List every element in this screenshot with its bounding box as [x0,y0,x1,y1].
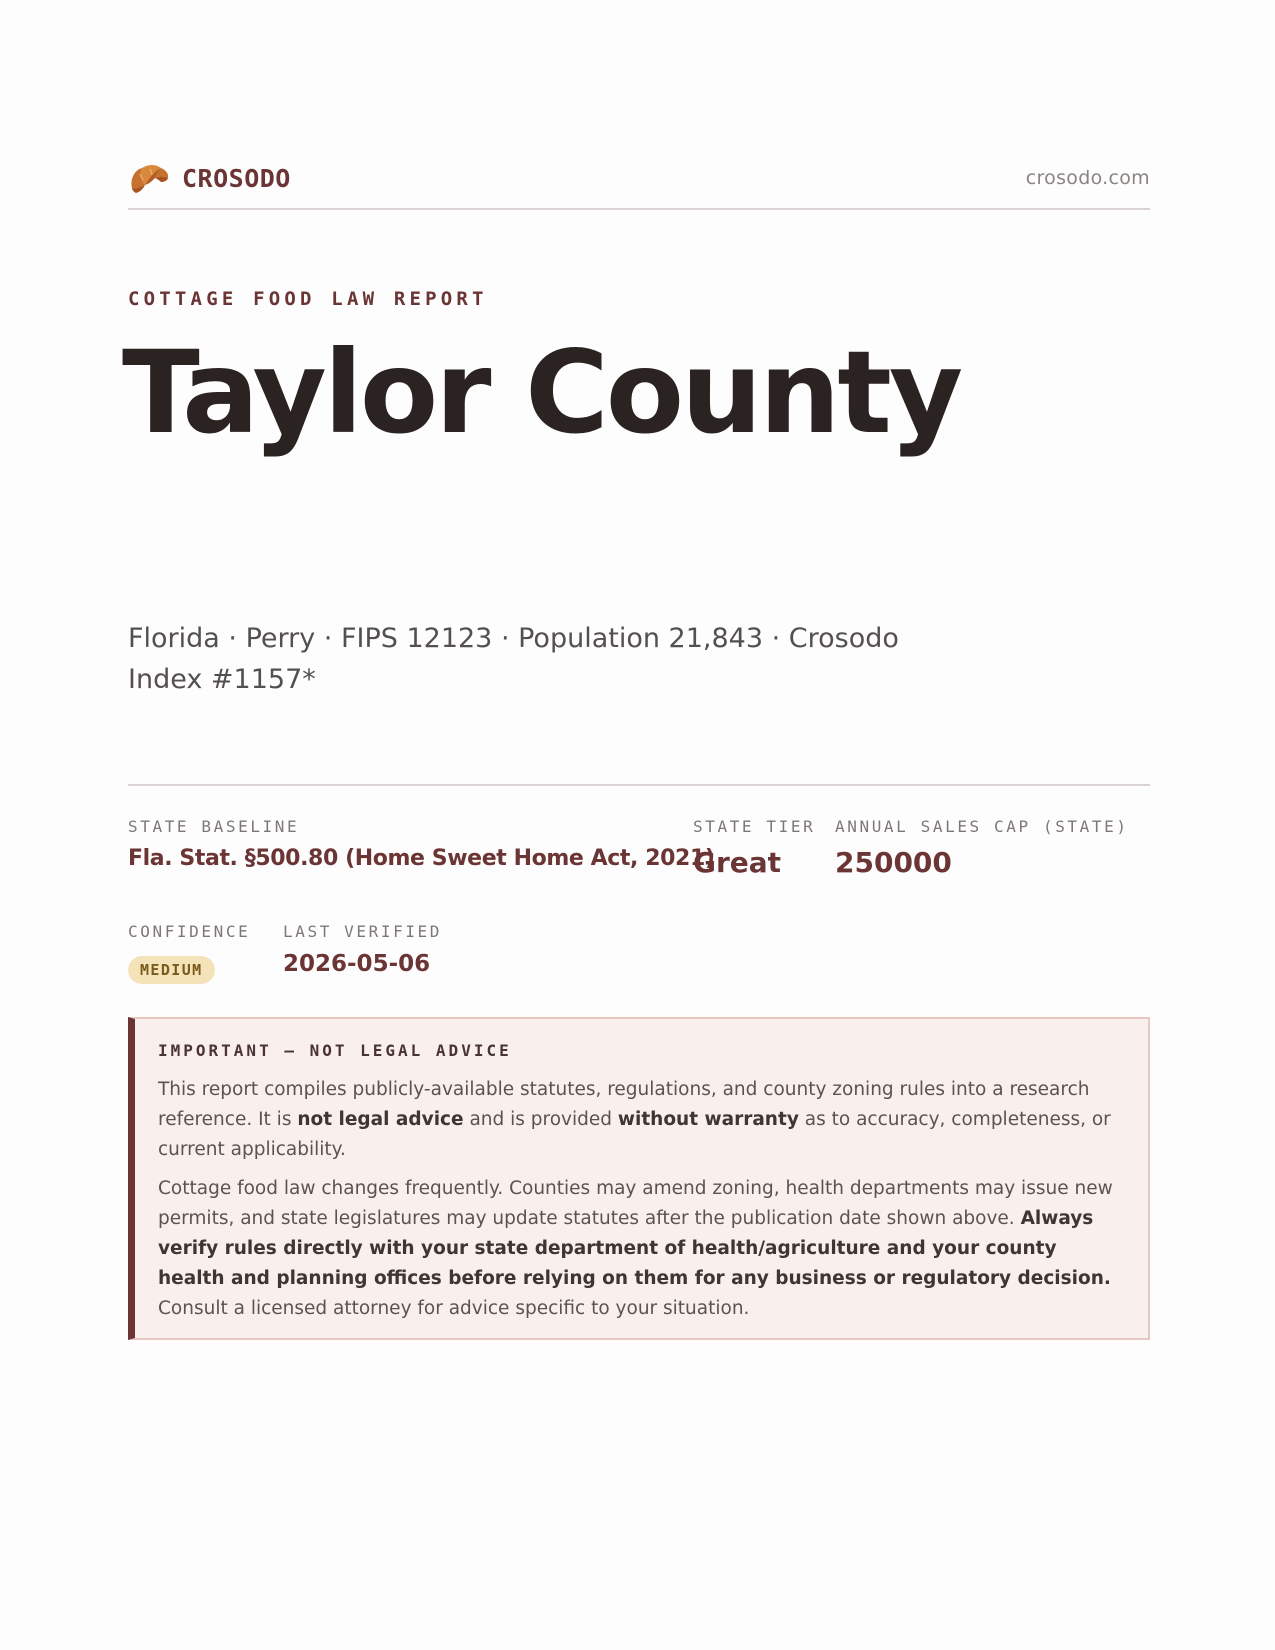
report-page [122,0,1150,1650]
page-header [128,158,1150,210]
fact-state-baseline [128,817,715,871]
notice-emphasis: without warranty [617,1109,799,1130]
state-baseline-label: STATE BASELINE [128,817,300,836]
notice-text: This report compiles publicly-available statutes, regulations, and county zoning rules into a research reference. It is [158,1079,1090,1130]
state-tier-value: Great [693,846,782,879]
fact-confidence [128,922,250,984]
notice-title: IMPORTANT — NOT LEGAL ADVICE [158,1041,512,1060]
brand-name: CROSODO [182,163,291,193]
brand [128,158,291,198]
page-title: Taylor County [122,326,961,459]
notice-text: and is provided [463,1109,618,1130]
sales-cap-label: ANNUAL SALES CAP (STATE) [835,817,1129,836]
report-eyebrow: COTTAGE FOOD LAW REPORT [128,288,488,310]
section-divider [128,784,1150,786]
notice-text: Consult a licensed attorney for advice specific to your situation. [158,1298,750,1319]
confidence-badge: MEDIUM [128,956,215,984]
notice-paragraph-1 [158,1075,1122,1165]
croissant-icon [128,158,170,198]
fact-sales-cap [835,817,1129,879]
notice-paragraph-2 [158,1174,1122,1324]
last-verified-label: LAST VERIFIED [283,922,443,941]
sales-cap-value: 250000 [835,846,952,879]
fact-last-verified [283,922,442,977]
notice-text: as to accuracy, completeness, or current applicability. [158,1109,1111,1160]
legal-notice [128,1017,1150,1340]
state-baseline-value: Fla. Stat. §500.80 (Home Sweet Home Act, 2021) [128,846,715,871]
confidence-label: CONFIDENCE [128,922,251,941]
state-tier-label: STATE TIER [693,817,816,836]
last-verified-value: 2026-05-06 [283,951,431,977]
fact-state-tier [693,817,815,879]
notice-text: Cottage food law changes frequently. Counties may amend zoning, health departments may issue new permits, and state legislatures may update statutes after the publication date shown above. [158,1178,1113,1229]
notice-emphasis: not legal advice [297,1109,464,1130]
county-meta: Florida · Perry · FIPS 12123 · Population 21,843 · Crosodo Index #1157* [128,623,899,695]
notice-emphasis: Always verify rules directly with your state department of health/agriculture and your county health and planning offices before relying on them for any business or regulatory decision. [158,1208,1111,1289]
site-url-link[interactable]: crosodo.com [1025,167,1150,189]
